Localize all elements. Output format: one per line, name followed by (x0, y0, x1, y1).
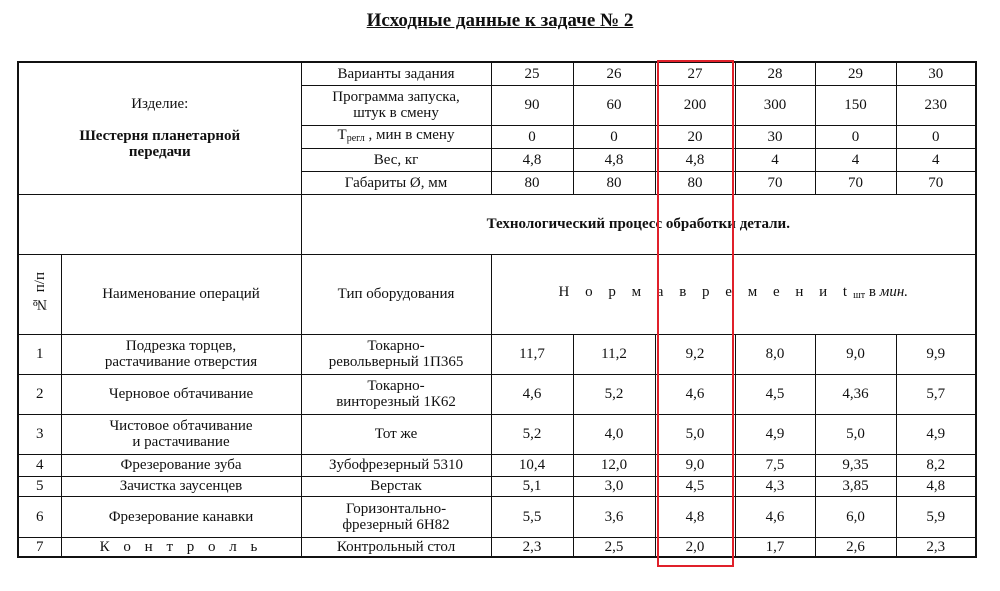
weight-cell: 4 (815, 148, 896, 171)
variant-cell: 26 (573, 62, 655, 85)
time-cell: 4,8 (655, 496, 735, 537)
variant-cell: 27 (655, 62, 735, 85)
time-cell: 11,7 (491, 334, 573, 374)
row-operation: Фрезерование зуба (61, 454, 301, 476)
page-title: Исходные данные к задаче № 2 (366, 10, 634, 31)
product-name-line1: Шестерня планетарной (79, 128, 241, 145)
variant-cell: 28 (735, 62, 815, 85)
row-num: 2 (18, 374, 61, 414)
program-cell: 60 (573, 85, 655, 125)
time-cell: 4,5 (735, 374, 815, 414)
size-cell: 80 (655, 171, 735, 194)
time-cell: 5,0 (655, 414, 735, 454)
time-cell: 9,9 (896, 334, 976, 374)
variant-cell: 25 (491, 62, 573, 85)
size-cell: 70 (896, 171, 976, 194)
time-cell: 8,2 (896, 454, 976, 476)
time-cell: 2,3 (896, 537, 976, 557)
row-operation: Чистовое обтачивание и растачивание (61, 414, 301, 454)
time-cell: 6,0 (815, 496, 896, 537)
weight-cell: 4,8 (491, 148, 573, 171)
weight-cell: 4 (735, 148, 815, 171)
time-cell: 9,0 (655, 454, 735, 476)
time-cell: 4,9 (735, 414, 815, 454)
time-cell: 3,0 (573, 476, 655, 496)
data-table (17, 61, 977, 558)
product-cell (18, 62, 301, 194)
time-cell: 4,5 (655, 476, 735, 496)
time-cell: 1,7 (735, 537, 815, 557)
row-equipment: Тот же (301, 414, 491, 454)
program-cell: 230 (896, 85, 976, 125)
time-cell: 10,4 (491, 454, 573, 476)
table-row (18, 476, 976, 496)
row-equipment: Токарно- винторезный 1К62 (301, 374, 491, 414)
norm-header: Н о р м а в р е м е н и $t_{шт}$ в мин. (491, 254, 976, 334)
time-cell: 4,3 (735, 476, 815, 496)
time-cell: 4,36 (815, 374, 896, 414)
size-cell: 70 (815, 171, 896, 194)
variants-label: Варианты задания (301, 62, 491, 85)
size-cell: 70 (735, 171, 815, 194)
time-cell: 5,5 (491, 496, 573, 537)
blank-cell (18, 194, 301, 254)
time-cell: 12,0 (573, 454, 655, 476)
row-num: 6 (18, 496, 61, 537)
table-row (18, 414, 976, 454)
row-num: 5 (18, 476, 61, 496)
treg-cell: 0 (491, 125, 573, 148)
time-cell: 9,0 (815, 334, 896, 374)
time-cell: 2,6 (815, 537, 896, 557)
weight-cell: 4,8 (655, 148, 735, 171)
weight-cell: 4,8 (573, 148, 655, 171)
row-operation: Подрезка торцев, растачивание отверстия (61, 334, 301, 374)
row-operation: Черновое обтачивание (61, 374, 301, 414)
time-cell: 5,2 (573, 374, 655, 414)
row-equipment: Токарно- револьверный 1П365 (301, 334, 491, 374)
treg-cell: 0 (896, 125, 976, 148)
table-row (18, 334, 976, 374)
time-cell: 2,3 (491, 537, 573, 557)
weight-cell: 4 (896, 148, 976, 171)
time-cell: 9,35 (815, 454, 896, 476)
variant-cell: 29 (815, 62, 896, 85)
time-cell: 2,0 (655, 537, 735, 557)
treg-cell: 0 (573, 125, 655, 148)
product-name-line2: передачи (128, 144, 191, 161)
row-equipment: Контрольный стол (301, 537, 491, 557)
equipment-header: Тип оборудования (301, 254, 491, 334)
row-num: 3 (18, 414, 61, 454)
time-cell: 5,9 (896, 496, 976, 537)
time-cell: 4,6 (735, 496, 815, 537)
time-cell: 5,2 (491, 414, 573, 454)
row-num: 1 (18, 334, 61, 374)
table-row (18, 537, 976, 557)
time-cell: 4,8 (896, 476, 976, 496)
row-operation: Зачистка заусенцев (61, 476, 301, 496)
time-cell: 11,2 (573, 334, 655, 374)
row-equipment: Зубофрезерный 5310 (301, 454, 491, 476)
time-cell: 4,6 (491, 374, 573, 414)
time-cell: 3,6 (573, 496, 655, 537)
variant-cell: 30 (896, 62, 976, 85)
treg-label: $T_{регл}$ , мин в смену (301, 125, 491, 148)
program-cell: 200 (655, 85, 735, 125)
time-cell: 8,0 (735, 334, 815, 374)
row-num: 4 (18, 454, 61, 476)
row-equipment: Верстак (301, 476, 491, 496)
program-cell: 90 (491, 85, 573, 125)
table-row (18, 374, 976, 414)
num-header: № п/п (18, 254, 61, 334)
program-label: Программа запуска, штук в смену (301, 85, 491, 125)
treg-cell: 20 (655, 125, 735, 148)
time-cell: 3,85 (815, 476, 896, 496)
size-cell: 80 (491, 171, 573, 194)
row-operation: Фрезерование канавки (61, 496, 301, 537)
time-cell: 4,0 (573, 414, 655, 454)
row-num: 7 (18, 537, 61, 557)
time-cell: 5,1 (491, 476, 573, 496)
process-title: Технологический процесс обработки детали. (301, 194, 976, 254)
time-cell: 5,0 (815, 414, 896, 454)
table-row (18, 454, 976, 476)
time-cell: 9,2 (655, 334, 735, 374)
time-cell: 5,7 (896, 374, 976, 414)
treg-cell: 30 (735, 125, 815, 148)
program-cell: 300 (735, 85, 815, 125)
time-cell: 4,6 (655, 374, 735, 414)
weight-label: Вес, кг (301, 148, 491, 171)
row-equipment: Горизонтально- фрезерный 6Н82 (301, 496, 491, 537)
time-cell: 4,9 (896, 414, 976, 454)
time-cell: 7,5 (735, 454, 815, 476)
treg-cell: 0 (815, 125, 896, 148)
program-cell: 150 (815, 85, 896, 125)
time-cell: 2,5 (573, 537, 655, 557)
row-operation: К о н т р о л ь (61, 537, 301, 557)
size-label: Габариты Ø, мм (301, 171, 491, 194)
table-row (18, 496, 976, 537)
size-cell: 80 (573, 171, 655, 194)
operation-header: Наименование операций (61, 254, 301, 334)
product-label: Изделие: (131, 96, 189, 113)
